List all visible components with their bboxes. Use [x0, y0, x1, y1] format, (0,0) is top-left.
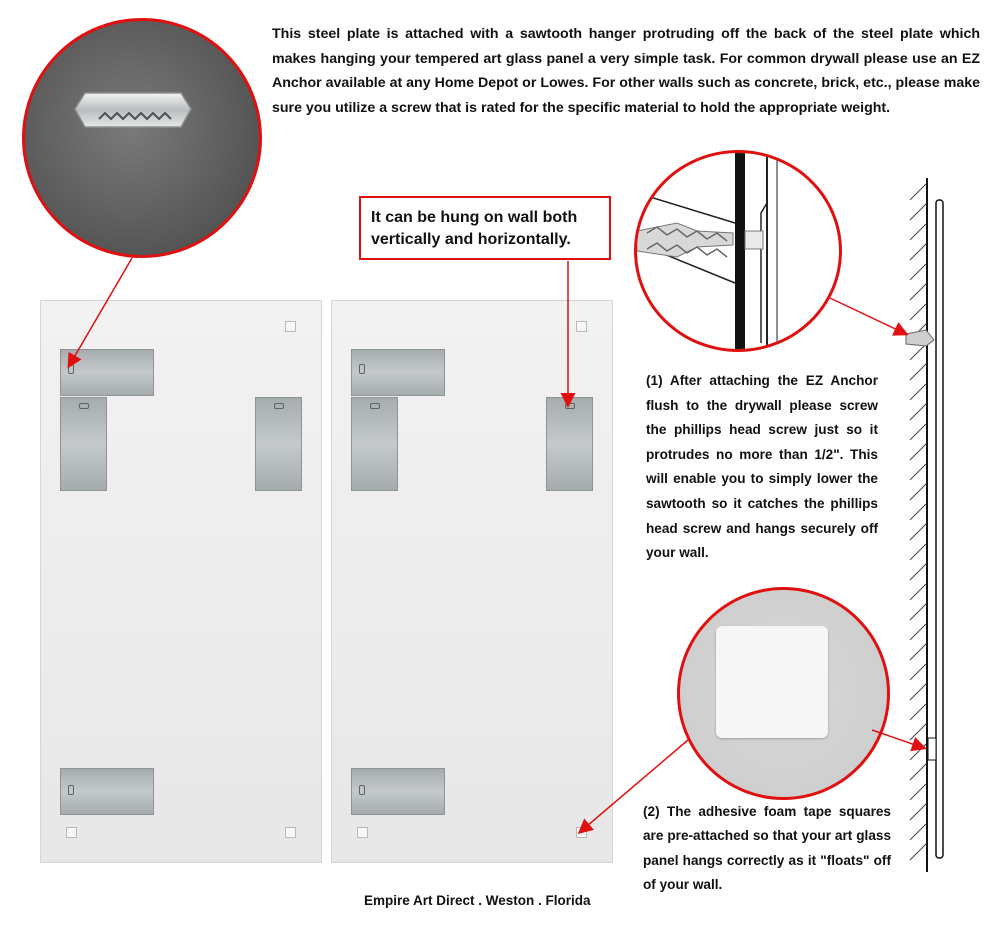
step-1-text: (1) After attaching the EZ Anchor flush to the drywall please screw the phillips head screw just so it protrudes no more than 1/2". This will enable you to simply lower the sawtooth so it catches the phillips head screw and hangs securely off your wall. [646, 373, 878, 561]
arrow-to-foam-pad [580, 740, 688, 832]
foam-pad-side-view [928, 738, 936, 760]
orientation-callout: It can be hung on wall both vertically and horizontally. [359, 196, 611, 260]
anchor-side-view-icon [906, 330, 934, 346]
arrow-to-wall-anchor [830, 298, 906, 334]
footer-credit: Empire Art Direct . Weston . Florida [364, 893, 591, 908]
arrow-to-hanger [69, 258, 132, 366]
arrow-to-wall-pad [872, 730, 924, 748]
wall-hatching-icon [910, 184, 926, 860]
intro-text: This steel plate is attached with a sawtooth hanger protruding off the back of the steel plate which makes hanging your tempered art glass panel a very simple task. For common drywall please use an EZ Anchor available at any Home Depot or Lowes. For other walls such as concrete, brick, etc., please make sure you utilize a screw that is rated for the specific material to hold the appropriate weight. [272, 26, 980, 116]
glass-panel-side-view [936, 200, 943, 858]
step-2-text: (2) The adhesive foam tape squares are pre-attached so that your art glass panel hangs correctly as it "floats" off of your wall. [643, 804, 891, 893]
